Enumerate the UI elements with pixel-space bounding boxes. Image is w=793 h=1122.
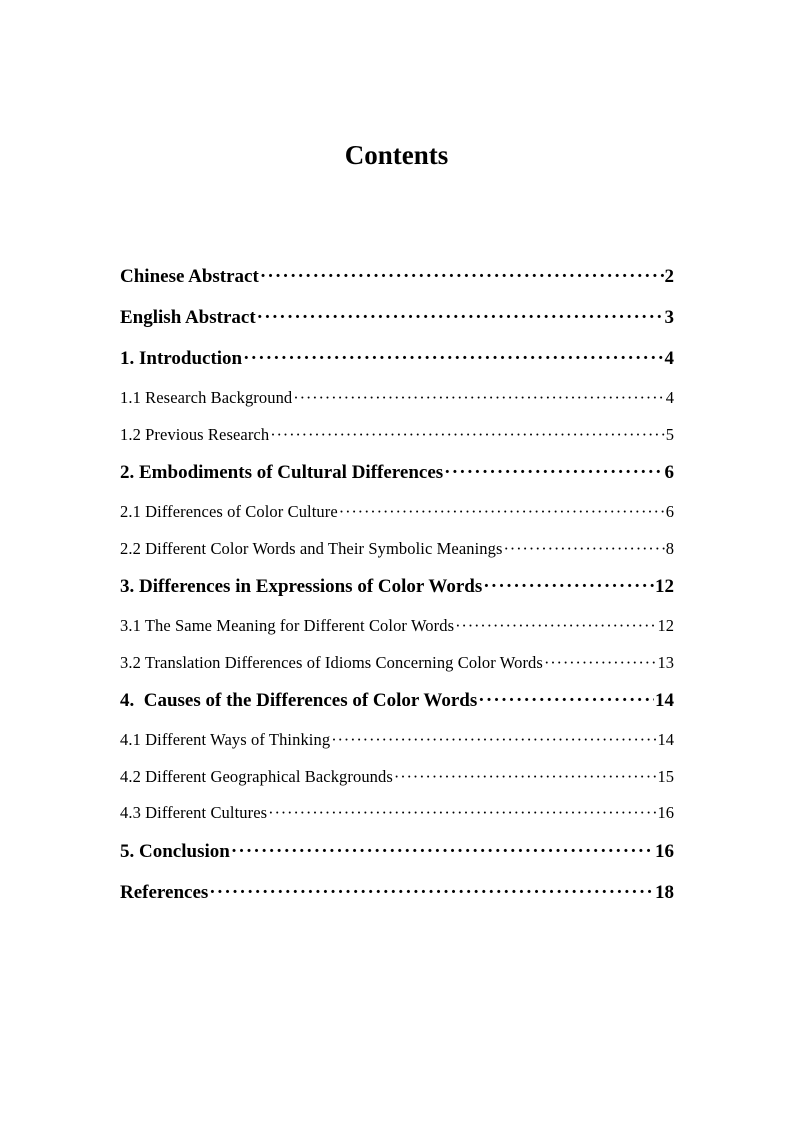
dot-leader bbox=[257, 303, 664, 333]
toc-entry-label: 5. Conclusion bbox=[120, 840, 230, 862]
dot-leader bbox=[293, 385, 664, 411]
dot-leader bbox=[231, 837, 654, 867]
dot-leader bbox=[243, 344, 663, 374]
toc-entry-label: 2.2 Different Color Words and Their Symbolic Meanings bbox=[120, 538, 503, 558]
dot-leader bbox=[260, 262, 664, 292]
dot-leader bbox=[478, 686, 654, 716]
toc-page-number: 3 bbox=[664, 307, 674, 328]
toc-page-number: 18 bbox=[655, 881, 674, 903]
toc-entry-differences-color-culture[interactable] bbox=[120, 499, 674, 536]
toc-entry-conclusion[interactable] bbox=[120, 837, 674, 878]
dot-leader bbox=[455, 613, 656, 639]
toc-page-number: 14 bbox=[655, 690, 674, 711]
toc-entry-label: References bbox=[120, 881, 209, 903]
dot-leader bbox=[504, 536, 665, 562]
toc-page-number: 15 bbox=[657, 766, 674, 786]
toc-page-number: 16 bbox=[655, 840, 674, 862]
dot-leader bbox=[444, 458, 663, 488]
table-of-contents bbox=[120, 262, 674, 919]
dot-leader bbox=[331, 727, 656, 753]
toc-entry-label: 4.3 Different Cultures bbox=[120, 803, 268, 822]
toc-entry-label: Chinese Abstract bbox=[120, 266, 259, 287]
dot-leader bbox=[483, 572, 654, 602]
toc-entry-ways-of-thinking[interactable] bbox=[120, 727, 674, 764]
toc-entry-label: 1. Introduction bbox=[120, 348, 243, 369]
toc-page-number: 4 bbox=[665, 388, 674, 407]
dot-leader bbox=[544, 650, 657, 676]
toc-entry-label: 3.2 Translation Differences of Idioms Concerning Color Words bbox=[120, 652, 543, 672]
toc-page-number: 6 bbox=[665, 502, 674, 521]
toc-entry-label: English Abstract bbox=[120, 307, 256, 328]
page-title: Contents bbox=[344, 140, 449, 170]
toc-page-number: 13 bbox=[657, 652, 674, 672]
toc-entry-translation-differences-idioms[interactable] bbox=[120, 650, 674, 687]
toc-entry-label: 2. Embodiments of Cultural Differences bbox=[120, 462, 444, 483]
toc-entry-label: 4. Causes of the Differences of Color Words bbox=[120, 690, 478, 711]
dot-leader bbox=[339, 499, 665, 525]
toc-entry-embodiments-cultural-differences[interactable] bbox=[120, 458, 674, 499]
toc-page-number: 5 bbox=[665, 424, 674, 444]
toc-entry-causes-differences[interactable] bbox=[120, 686, 674, 727]
toc-page-number: 6 bbox=[664, 462, 674, 483]
toc-entry-label: 3. Differences in Expressions of Color Words bbox=[120, 576, 483, 597]
toc-page-number: 4 bbox=[664, 348, 674, 369]
dot-leader bbox=[270, 422, 665, 448]
toc-page-number: 2 bbox=[664, 266, 674, 287]
dot-leader bbox=[394, 764, 657, 790]
toc-page-number: 16 bbox=[657, 803, 674, 822]
toc-entry-different-cultures[interactable] bbox=[120, 800, 674, 837]
toc-entry-geographical-backgrounds[interactable] bbox=[120, 764, 674, 801]
dot-leader bbox=[268, 800, 656, 826]
toc-page-number: 8 bbox=[665, 538, 674, 558]
dot-leader bbox=[209, 878, 654, 908]
toc-entry-label: 2.1 Differences of Color Culture bbox=[120, 502, 338, 521]
toc-entry-references[interactable] bbox=[120, 878, 674, 919]
toc-page-number: 12 bbox=[657, 616, 674, 635]
toc-entry-differences-expressions[interactable] bbox=[120, 572, 674, 613]
toc-entry-introduction[interactable] bbox=[120, 344, 674, 385]
toc-entry-label: 1.2 Previous Research bbox=[120, 424, 270, 444]
toc-entry-label: 1.1 Research Background bbox=[120, 388, 293, 407]
toc-entry-chinese-abstract[interactable] bbox=[120, 262, 674, 303]
toc-entry-label: 3.1 The Same Meaning for Different Color Words bbox=[120, 616, 455, 635]
toc-entry-label: 4.2 Different Geographical Backgrounds bbox=[120, 766, 393, 786]
toc-entry-label: 4.1 Different Ways of Thinking bbox=[120, 730, 331, 749]
toc-entry-same-meaning[interactable] bbox=[120, 613, 674, 650]
toc-entry-research-background[interactable] bbox=[120, 385, 674, 422]
toc-entry-previous-research[interactable] bbox=[120, 422, 674, 459]
toc-entry-color-words-symbolic-meanings[interactable] bbox=[120, 536, 674, 573]
toc-page-number: 12 bbox=[655, 576, 674, 597]
toc-page-number: 14 bbox=[657, 730, 674, 749]
toc-entry-english-abstract[interactable] bbox=[120, 303, 674, 344]
